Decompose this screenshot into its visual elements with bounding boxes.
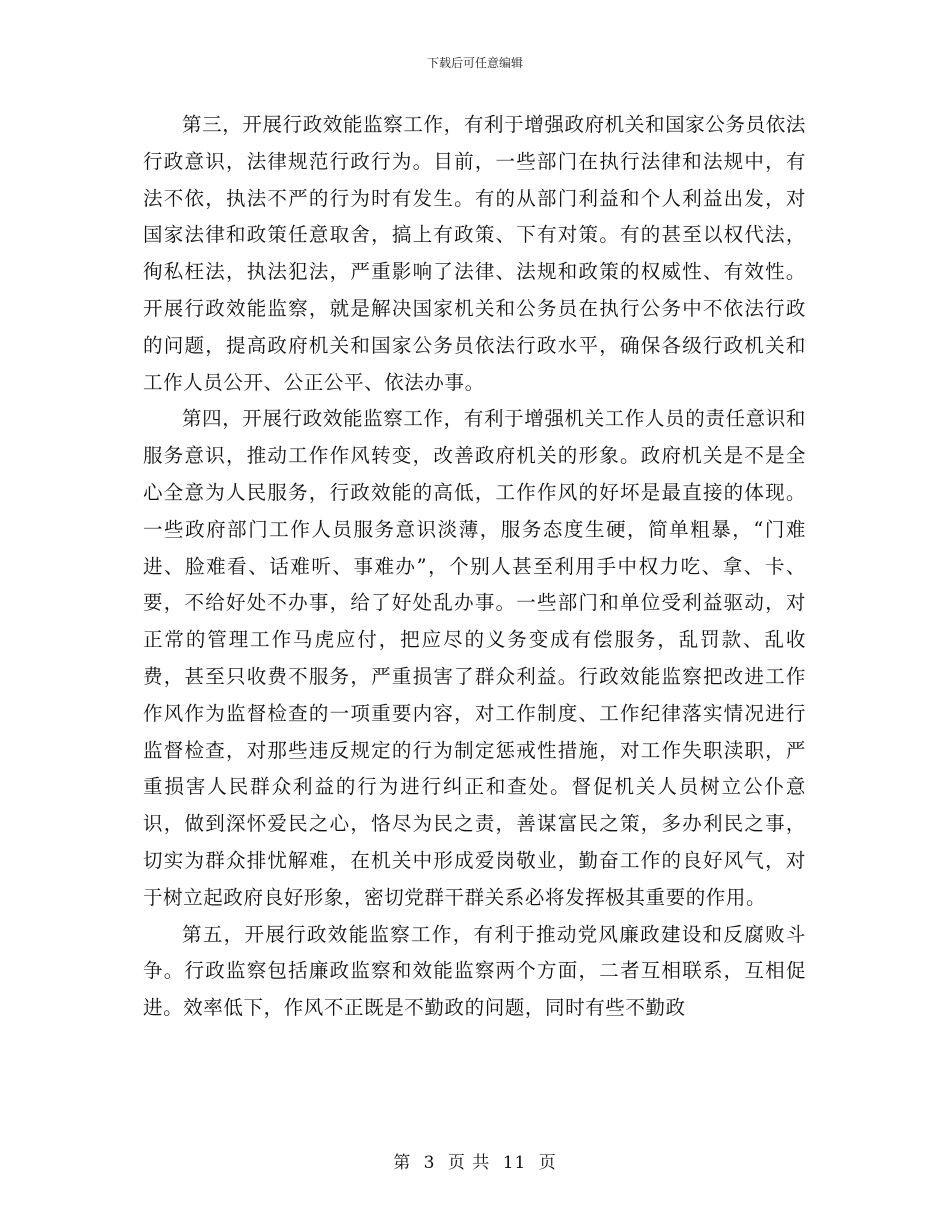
footer-total-pages: 11 [502, 1153, 527, 1173]
page-footer [0, 1148, 950, 1173]
paragraph-fifth-point: 第五，开展行政效能监察工作，有利于推动党风廉政建设和反腐败斗争。行政监察包括廉政监察和效能监察两个方面，二者互相联系，互相促进。效率低下，作风不正既是不勤政的问题，同时有些不勤政 [143, 922, 806, 1020]
footer-prefix: 第 [393, 1153, 412, 1173]
footer-middle: 页 共 [447, 1153, 491, 1173]
paragraph-third-point: 第三，开展行政效能监察工作，有利于增强政府机关和国家公务员依法行政意识，法律规范行政行为。目前，一些部门在执行法律和法规中，有法不依，执法不严的行为时有发生。有的从部门利益和个人利益出发，对国家法律和政策任意取舍，搞上有政策、下有对策。有的甚至以权代法，徇私枉法，执法犯法，严重影响了法律、法规和政策的权威性、有效性。开展行政效能监察，就是解决国家机关和公务员在执行公务中不依法行政的问题，提高政府机关和国家公务员依法行政水平，确保各级行政机关和工作人员公开、公正公平、依法办事。 [143, 113, 806, 394]
paragraph-fourth-point: 第四，开展行政效能监察工作，有利于增强机关工作人员的责任意识和服务意识，推动工作作风转变，改善政府机关的形象。政府机关是不是全心全意为人民服务，行政效能的高低，工作作风的好坏是最直接的体现。一些政府部门工作人员服务意识淡薄，服务态度生硬，简单粗暴，“门难进、脸难看、话难听、事难办”，个别人甚至利用手中权力吃、拿、卡、要，不给好处不办事，给了好处乱办事。一些部门和单位受利益驱动，对正常的管理工作马虎应付，把应尽的义务变成有偿服务，乱罚款、乱收费，甚至只收费不服务，严重损害了群众利益。行政效能监察把改进工作作风作为监督检查的一项重要内容，对工作制度、工作纪律落实情况进行监督检查，对那些违反规定的行为制定惩戒性措施，对工作失职渎职，严重损害人民群众利益的行为进行纠正和查处。督促机关人员树立公仆意识，做到深怀爱民之心，恪尽为民之责，善谋富民之策，多办利民之事，切实为群众排忧解难，在机关中形成爱岗敬业，勤奋工作的良好风气，对于树立起政府良好形象，密切党群干群关系必将发挥极其重要的作用。 [143, 407, 806, 909]
page-header-note: 下载后可任意编辑 [426, 56, 523, 70]
footer-suffix: 页 [538, 1153, 557, 1173]
footer-current-page: 3 [423, 1153, 436, 1173]
document-body [143, 107, 806, 1027]
